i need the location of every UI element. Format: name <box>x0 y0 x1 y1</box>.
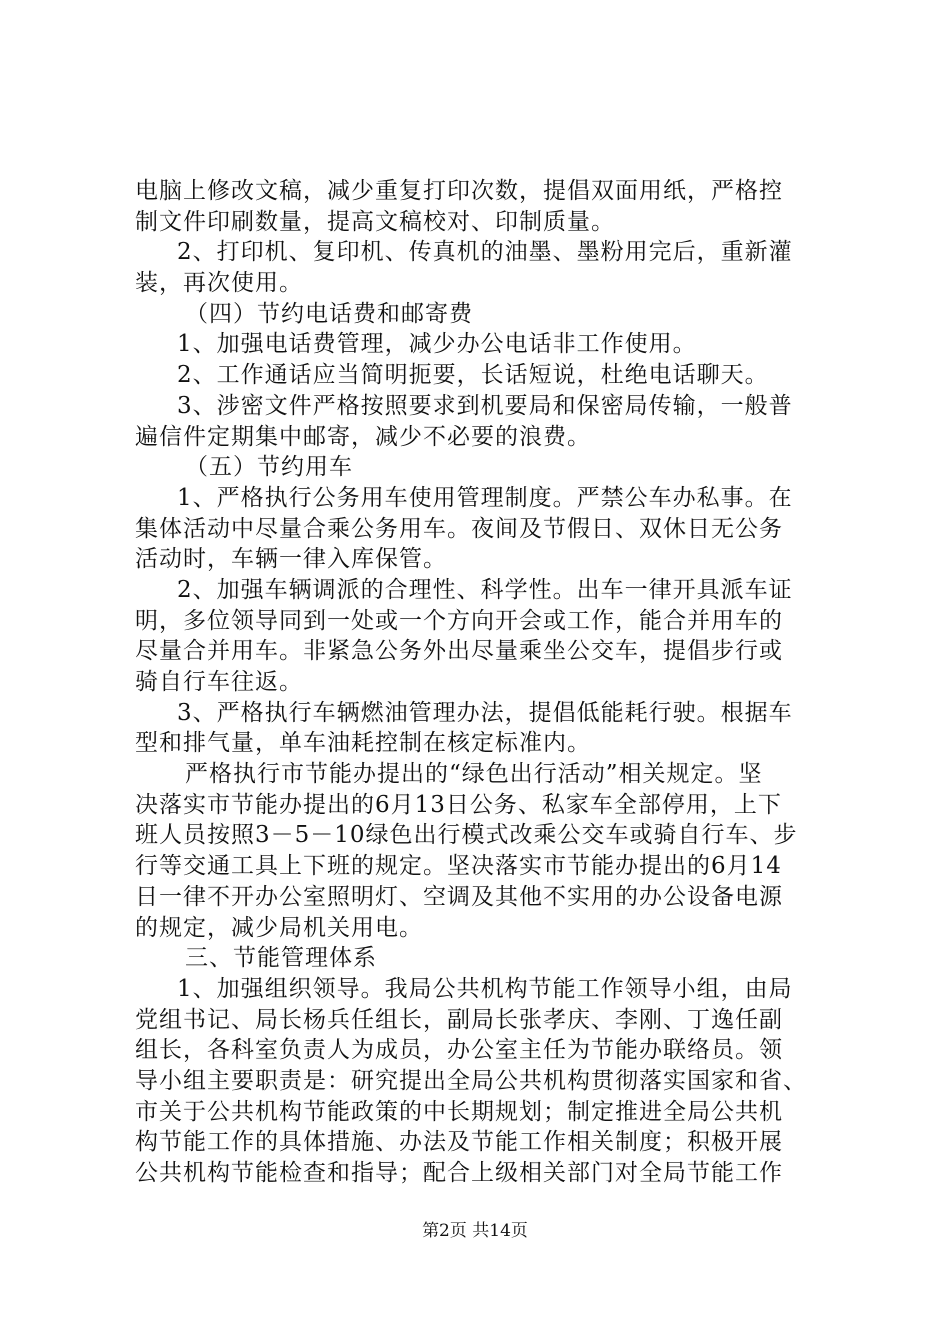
text-line: 党组书记、局长杨兵任组长，副局长张孝庆、李刚、丁逸任副 <box>135 1006 783 1033</box>
text-line: 活动时，车辆一律入库保管。 <box>135 546 447 573</box>
text-line: 1、加强组织领导。我局公共机构节能工作领导小组，由局 <box>177 975 793 1002</box>
text-line: 明，多位领导同到一处或一个方向开会或工作，能合并用车的 <box>135 607 783 634</box>
text-line: 严格执行市节能办提出的“绿色出行活动”相关规定。坚 <box>185 761 763 788</box>
text-line: 1、加强电话费管理，减少办公电话非工作使用。 <box>177 331 697 358</box>
text-line: 集体活动中尽量合乘公务用车。夜间及节假日、双休日无公务 <box>135 515 783 542</box>
page-footer: 第2页 共14页 <box>422 1221 528 1241</box>
text-line: 三、节能管理体系 <box>185 945 377 972</box>
text-line: 2、打印机、复印机、传真机的油墨、墨粉用完后，重新灌 <box>177 239 793 266</box>
text-line: （四）节约电话费和邮寄费 <box>185 300 473 327</box>
text-line: 3、严格执行车辆燃油管理办法，提倡低能耗行驶。根据车 <box>177 699 793 726</box>
text-line: 装，再次使用。 <box>135 270 303 297</box>
text-line: （五）节约用车 <box>185 454 353 481</box>
text-line: 市关于公共机构节能政策的中长期规划；制定推进全局公共机 <box>135 1098 783 1125</box>
text-line: 组长，各科室负责人为成员，办公室主任为节能办联络员。领 <box>135 1037 783 1064</box>
document-body <box>135 176 835 1189</box>
text-line: 构节能工作的具体措施、办法及节能工作相关制度；积极开展 <box>135 1129 783 1156</box>
text-line: 公共机构节能检查和指导；配合上级相关部门对全局节能工作 <box>135 1160 783 1186</box>
text-line: 型和排气量，单车油耗控制在核定标准内。 <box>135 730 591 757</box>
text-line: 的规定，减少局机关用电。 <box>135 914 423 941</box>
text-line: 制文件印刷数量，提高文稿校对、印制质量。 <box>135 208 615 235</box>
text-line: 导小组主要职责是：研究提出全局公共机构贯彻落实国家和省、 <box>135 1067 807 1094</box>
text-line: 决落实市节能办提出的6月13日公务、私家车全部停用，上下 <box>135 791 782 818</box>
text-line: 班人员按照3－5－10绿色出行模式改乘公交车或骑自行车、步 <box>135 822 798 849</box>
text-line: 2、加强车辆调派的合理性、科学性。出车一律开具派车证 <box>177 576 793 603</box>
text-line: 尽量合并用车。非紧急公务外出尽量乘坐公交车，提倡步行或 <box>135 638 783 665</box>
text-line: 1、严格执行公务用车使用管理制度。严禁公车办私事。在 <box>177 484 793 511</box>
text-line: 遍信件定期集中邮寄，减少不必要的浪费。 <box>135 423 591 450</box>
text-line: 2、工作通话应当简明扼要，长话短说，杜绝电话聊天。 <box>177 362 769 389</box>
text-line: 日一律不开办公室照明灯、空调及其他不实用的办公设备电源 <box>135 883 783 910</box>
text-line: 骑自行车往返。 <box>135 669 303 695</box>
text-line: 电脑上修改文稿，减少重复打印次数，提倡双面用纸，严格控 <box>135 178 783 204</box>
text-line: 行等交通工具上下班的规定。坚决落实市节能办提出的6月14 <box>135 853 782 880</box>
text-line: 3、涉密文件严格按照要求到机要局和保密局传输，一般普 <box>177 392 793 419</box>
